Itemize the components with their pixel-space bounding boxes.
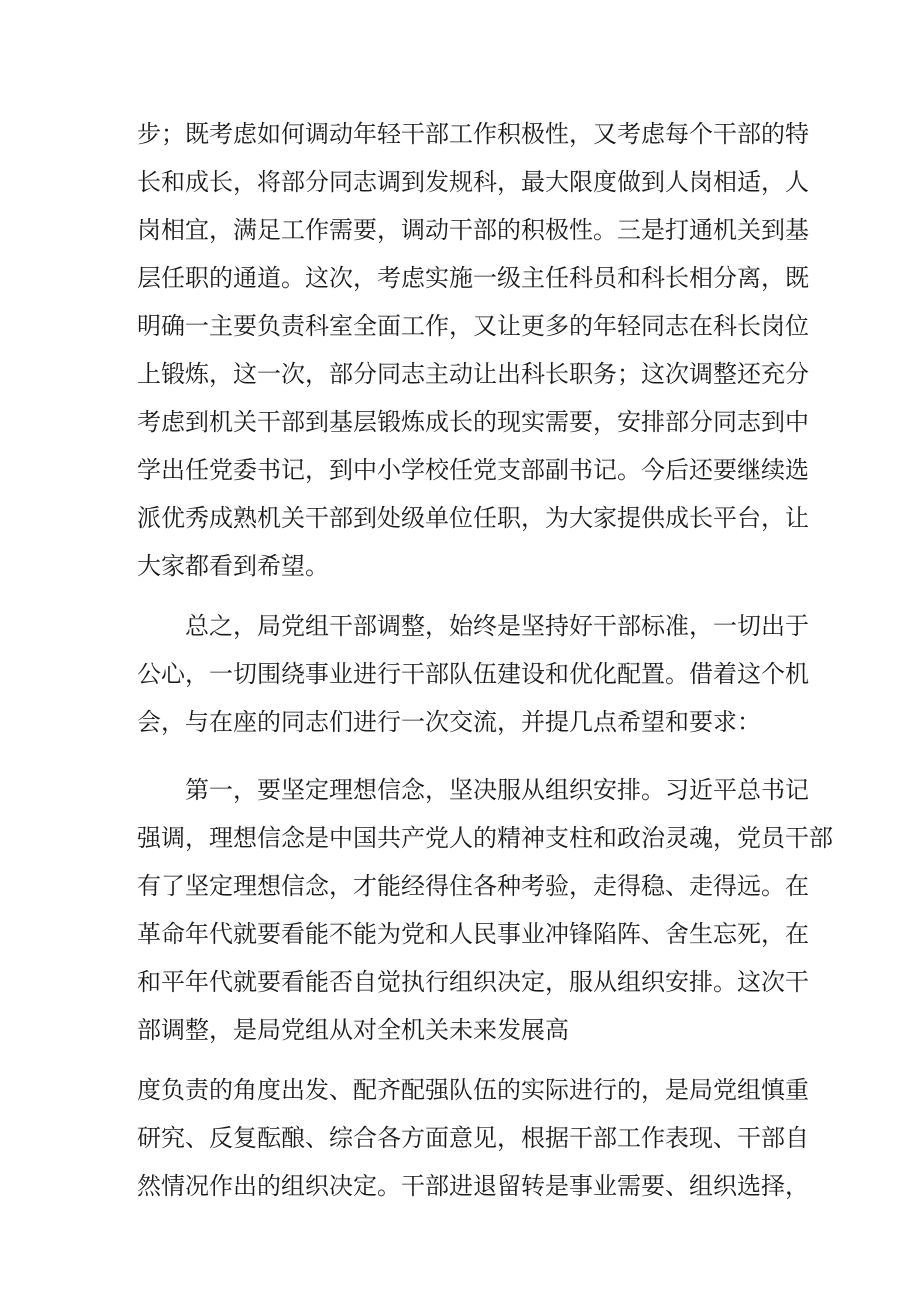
text-line: 学出任党委书记，到中小学校任党支部副书记。今后还要继续选: [137, 456, 809, 484]
text-line: 明确一主要负责科室全面工作，又让更多的年轻同志在科长岗位: [137, 312, 809, 340]
text-line: 步；既考虑如何调动年轻干部工作积极性，又考虑每个干部的特: [137, 120, 809, 148]
text-line: 和平年代就要看能否自觉执行组织决定，服从组织安排。这次干: [137, 968, 809, 996]
text-line: 革命年代就要看能不能为党和人民事业冲锋陷阵、舍生忘死，在: [137, 920, 809, 948]
text-line: 考虑到机关干部到基层锻炼成长的现实需要，安排部分同志到中: [137, 408, 809, 436]
text-line: 岗相宜，满足工作需要，调动干部的积极性。三是打通机关到基: [137, 216, 809, 244]
text-line: 会，与在座的同志们进行一次交流，并提几点希望和要求：: [137, 708, 761, 736]
paragraph-cadre-arrangement: [137, 110, 809, 590]
text-line: 总之，局党组干部调整，始终是坚持好干部标准，一切出于: [137, 612, 809, 640]
text-line: 上锻炼，这一次，部分同志主动让出科长职务；这次调整还充分: [137, 360, 809, 388]
paragraph-continuation: [137, 1066, 809, 1210]
text-line: 大家都看到希望。: [137, 552, 329, 580]
text-line: 度负责的角度出发、配齐配强队伍的实际进行的，是局党组慎重: [137, 1076, 809, 1104]
text-line: 部调整，是局党组从对全机关未来发展高: [137, 1016, 569, 1044]
text-line: 层任职的通道。这次，考虑实施一级主任科员和科长相分离，既: [137, 264, 809, 292]
text-line: 然情况作出的组织决定。干部进退留转是事业需要、组织选择，: [137, 1172, 809, 1200]
text-line: 派优秀成熟机关干部到处级单位任职，为大家提供成长平台，让: [137, 504, 809, 532]
text-line: 公心，一切围绕事业进行干部队伍建设和优化配置。借着这个机: [137, 660, 809, 688]
text-line: 研究、反复酝酿、综合各方面意见，根据干部工作表现、干部自: [137, 1124, 809, 1152]
text-line: 第一，要坚定理想信念，坚决服从组织安排。习近平总书记: [137, 776, 809, 804]
text-line: 长和成长，将部分同志调到发规科，最大限度做到人岗相适，人: [137, 168, 809, 196]
text-line: 有了坚定理想信念，才能经得住各种考验，走得稳、走得远。在: [137, 872, 809, 900]
paragraph-point-one: [137, 766, 833, 1054]
paragraph-summary: [137, 602, 809, 746]
text-line: 强调，理想信念是中国共产党人的精神支柱和政治灵魂，党员干部: [137, 824, 833, 852]
